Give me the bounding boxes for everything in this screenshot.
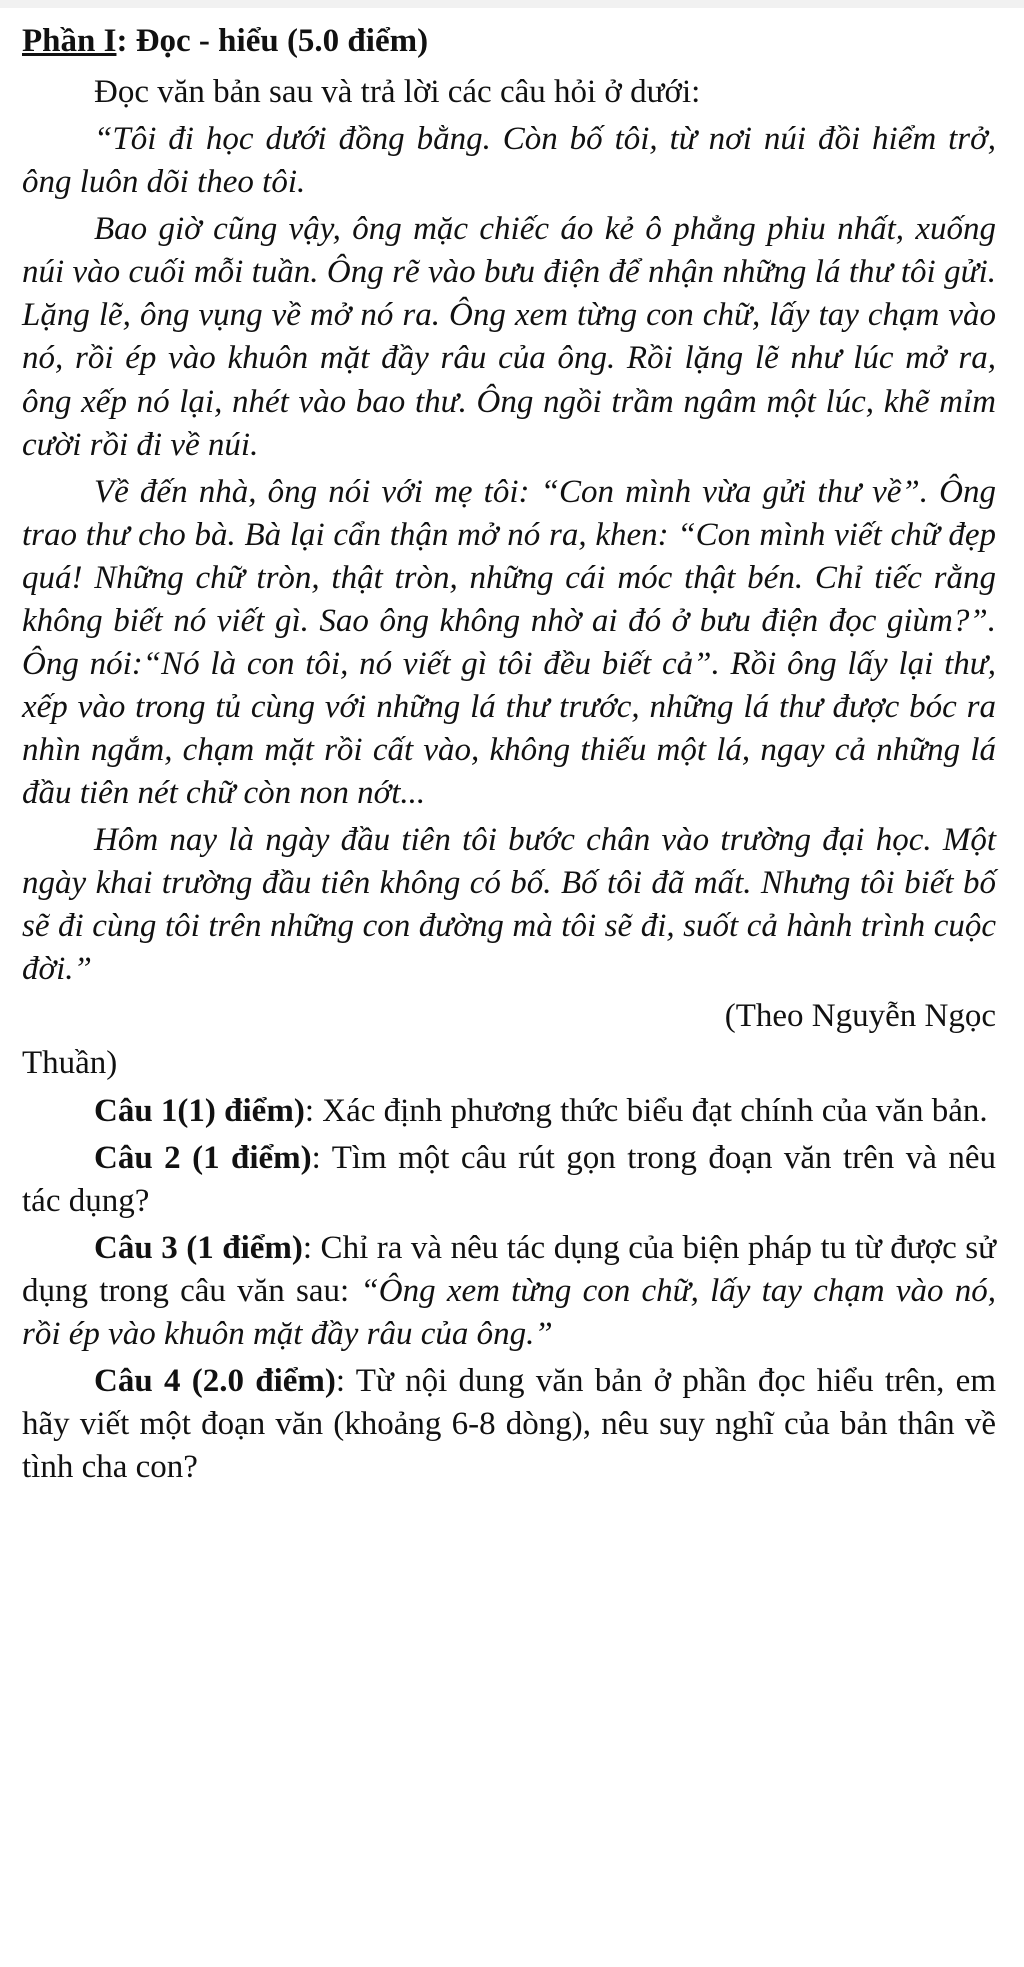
document-body [22, 20, 996, 1493]
question-3-label: Câu 3 (1 điểm) [94, 1229, 303, 1266]
question-4 [22, 1360, 996, 1489]
question-4-text: : Từ nội dung văn bản ở phần đọc hiểu trên, em hãy viết một đoạn văn (khoảng 6-8 dòng), nêu suy nghĩ của bản thân về tình cha con? [22, 1362, 996, 1485]
section-part-label: Phần I [22, 23, 117, 59]
top-strip [0, 0, 1024, 8]
section-title: : Đọc - hiểu (5.0 điểm) [116, 23, 429, 59]
question-3-quote: “Ông xem từng con chữ, lấy tay chạm vào nó, rồi ép vào khuôn mặt đầy râu của ông.” [22, 1272, 996, 1352]
source-line-1: (Theo Nguyễn Ngọc [724, 998, 996, 1035]
source-line-2: Thuần) [22, 1045, 118, 1082]
question-1 [22, 1090, 996, 1133]
passage-paragraph-2: Bao giờ cũng vậy, ông mặc chiếc áo kẻ ô phẳng phiu nhất, xuống núi vào cuối mỗi tuần. Ông rẽ vào bưu điện để nhận những lá thư tôi gửi. Lặng lẽ, ông vụng về mở nó ra. Ông xem từng con chữ, lấy tay chạm vào nó, rồi ép vào khuôn mặt đầy râu của ông. Rồi lặng lẽ như lúc mở ra, ông xếp nó lại, nhét vào bao thư. Ông ngồi trầm ngâm một lúc, khẽ mỉm cười rồi đi về núi. [22, 211, 996, 463]
question-1-text: : Xác định phương thức biểu đạt chính của văn bản. [304, 1092, 988, 1129]
question-1-label: Câu 1(1) điểm) [94, 1092, 305, 1129]
question-2 [22, 1137, 996, 1223]
question-3 [22, 1227, 996, 1356]
section-heading [22, 20, 996, 63]
passage-paragraph-3: Về đến nhà, ông nói với mẹ tôi: “Con mình vừa gửi thư về”. Ông trao thư cho bà. Bà lại cẩn thận mở nó ra, khen: “Con mình viết chữ đẹp quá! Những chữ tròn, thật tròn, những cái móc thật bén. Chỉ tiếc rằng không biết nó viết gì. Sao ông không nhờ ai đó ở bưu điện đọc giùm?”. Ông nói:“Nó là con tôi, nó viết gì tôi đều biết cả”. Rồi ông lấy lại thư, xếp vào trong tủ cùng với những lá thư trước, những lá thư được bóc ra nhìn ngắm, chạm mặt rồi cất vào, không thiếu một lá, ngay cả những lá đầu tiên nét chữ còn non nớt... [22, 473, 996, 812]
instruction-text: Đọc văn bản sau và trả lời các câu hỏi ở dưới: [94, 74, 701, 111]
question-2-label: Câu 2 (1 điểm) [94, 1139, 312, 1176]
question-3-text: : Chỉ ra và nêu tác dụng của biện pháp tu từ được sử dụng trong câu văn sau: [22, 1229, 996, 1309]
question-2-text: : Tìm một câu rút gọn trong đoạn văn trên và nêu tác dụng? [22, 1139, 997, 1219]
question-4-label: Câu 4 (2.0 điểm) [94, 1362, 336, 1399]
passage-paragraph-4: Hôm nay là ngày đầu tiên tôi bước chân vào trường đại học. Một ngày khai trường đầu tiên không có bố. Bố tôi đã mất. Nhưng tôi biết bố sẽ đi cùng tôi trên những con đường mà tôi sẽ đi, suốt cả hành trình cuộc đời.” [22, 822, 996, 988]
passage-paragraph-1: “Tôi đi học dưới đồng bằng. Còn bố tôi, từ nơi núi đồi hiểm trở, ông luôn dõi theo tôi. [22, 121, 996, 201]
